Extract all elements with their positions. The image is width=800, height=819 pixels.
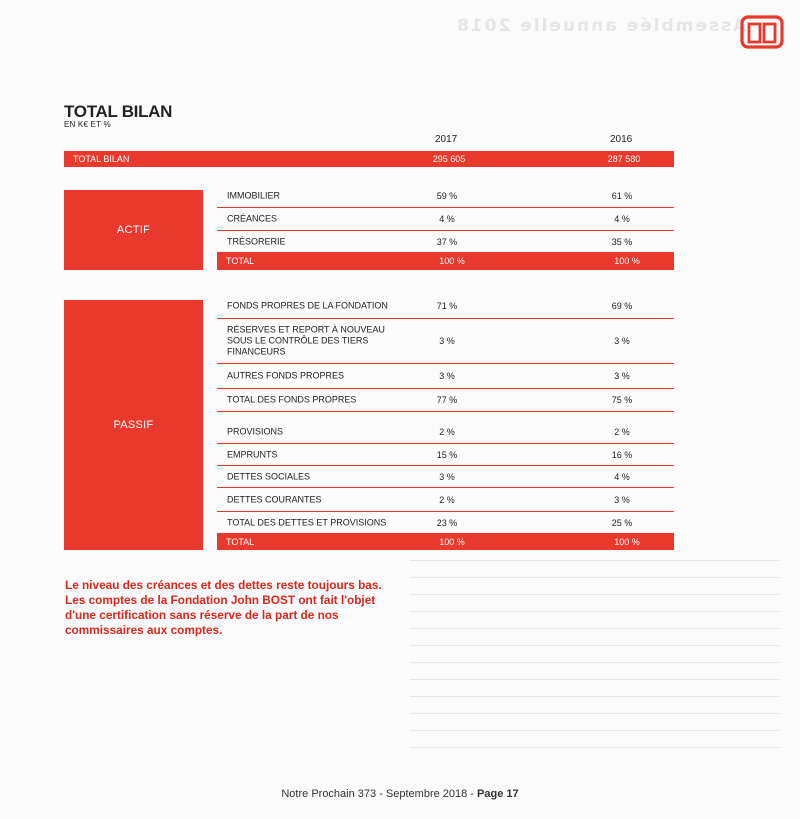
table-row <box>217 444 674 466</box>
book-icon <box>740 14 784 50</box>
row-value-2017: 23 % <box>436 517 458 528</box>
year-2017-header: 2017 <box>435 134 458 145</box>
summary-note: Le niveau des créances et des dettes reste toujours bas. Les comptes de la Fondation John BOST ont fait l'objet d'une certification sans réserve de la part de nos commissaires aux comptes. <box>65 578 382 637</box>
row-value-2016: 2 % <box>614 427 630 437</box>
actif-total-2017: 100 % <box>439 256 465 266</box>
row-label: DETTES COURANTES <box>227 494 322 504</box>
row-value-2016: 3 % <box>614 336 630 346</box>
row-label: TOTAL DES FONDS PROPRES <box>227 394 357 405</box>
passif-total-2016: 100 % <box>614 537 640 547</box>
table-row <box>217 488 674 512</box>
row-value-2016: 25 % <box>611 517 633 528</box>
row-value-2017: 77 % <box>436 395 458 405</box>
passif-total-label: TOTAL <box>226 537 255 547</box>
table-row <box>217 294 674 319</box>
row-label: CRÉANCES <box>227 213 278 224</box>
row-value-2016: 69 % <box>611 301 633 311</box>
row-label: DETTES SOCIALES <box>227 471 311 481</box>
actif-total-row <box>217 253 674 270</box>
actif-label: ACTIF <box>116 224 151 236</box>
row-label: TRÉSORERIE <box>227 236 286 246</box>
row-value-2017: 2 % <box>439 427 455 437</box>
table-row <box>217 231 674 253</box>
row-value-2016: 35 % <box>611 236 633 247</box>
passif-total-row <box>217 534 674 550</box>
table-title: TOTAL BILAN <box>64 102 173 121</box>
row-value-2016: 61 % <box>611 190 633 201</box>
total-bilan-label: TOTAL BILAN <box>73 154 130 164</box>
page-number: Page 17 <box>477 788 519 800</box>
total-bilan-row <box>64 151 674 167</box>
row-label: EMPRUNTS <box>227 449 278 459</box>
table-row <box>217 421 674 444</box>
row-value-2017: 3 % <box>439 471 455 482</box>
row-value-2017: 37 % <box>436 236 458 247</box>
row-label: RÉSERVES ET REPORT À NOUVEAU SOUS LE CONTRÔLE DES TIERS FINANCEURS <box>227 324 385 357</box>
table-row <box>217 364 674 389</box>
row-value-2017: 2 % <box>439 494 455 505</box>
row-value-2016: 16 % <box>611 449 633 460</box>
total-bilan-2016: 287 580 <box>607 154 641 164</box>
row-value-2016: 3 % <box>614 494 630 505</box>
total-bilan-2017: 295 605 <box>432 154 466 164</box>
table-row <box>217 319 674 364</box>
row-label: IMMOBILIER <box>227 190 281 200</box>
year-2016-header: 2016 <box>610 134 633 145</box>
passif-label: PASSIF <box>113 419 154 431</box>
row-value-2016: 4 % <box>614 471 630 482</box>
table-row <box>217 466 674 488</box>
row-value-2016: 75 % <box>611 395 633 405</box>
row-value-2016: 4 % <box>614 214 630 224</box>
table-row <box>217 389 674 412</box>
ghost-header: Assemblée annuelle 2018 <box>455 16 747 36</box>
table-subtitle: EN K€ ET % <box>64 120 111 129</box>
page-footer <box>0 788 800 800</box>
show-through-text <box>410 560 780 750</box>
table-row <box>217 184 674 208</box>
row-label: TOTAL DES DETTES ET PROVISIONS <box>227 517 387 527</box>
actif-block <box>64 190 203 270</box>
row-value-2016: 3 % <box>614 371 630 381</box>
passif-total-2017: 100 % <box>439 537 465 547</box>
row-value-2017: 3 % <box>439 336 455 346</box>
row-value-2017: 3 % <box>439 371 455 381</box>
row-label: PROVISIONS <box>227 426 284 437</box>
row-value-2017: 59 % <box>436 190 458 201</box>
actif-total-label: TOTAL <box>226 256 255 266</box>
table-row <box>217 208 674 231</box>
footer-text: Notre Prochain 373 - Septembre 2018 - <box>281 788 478 800</box>
passif-block <box>64 300 203 550</box>
row-label: AUTRES FONDS PROPRES <box>227 370 345 381</box>
row-label: FONDS PROPRES DE LA FONDATION <box>227 300 388 311</box>
row-value-2017: 71 % <box>436 301 458 311</box>
row-value-2017: 15 % <box>436 449 458 460</box>
table-row <box>217 512 674 534</box>
row-value-2017: 4 % <box>439 214 455 224</box>
actif-total-2016: 100 % <box>614 256 640 266</box>
